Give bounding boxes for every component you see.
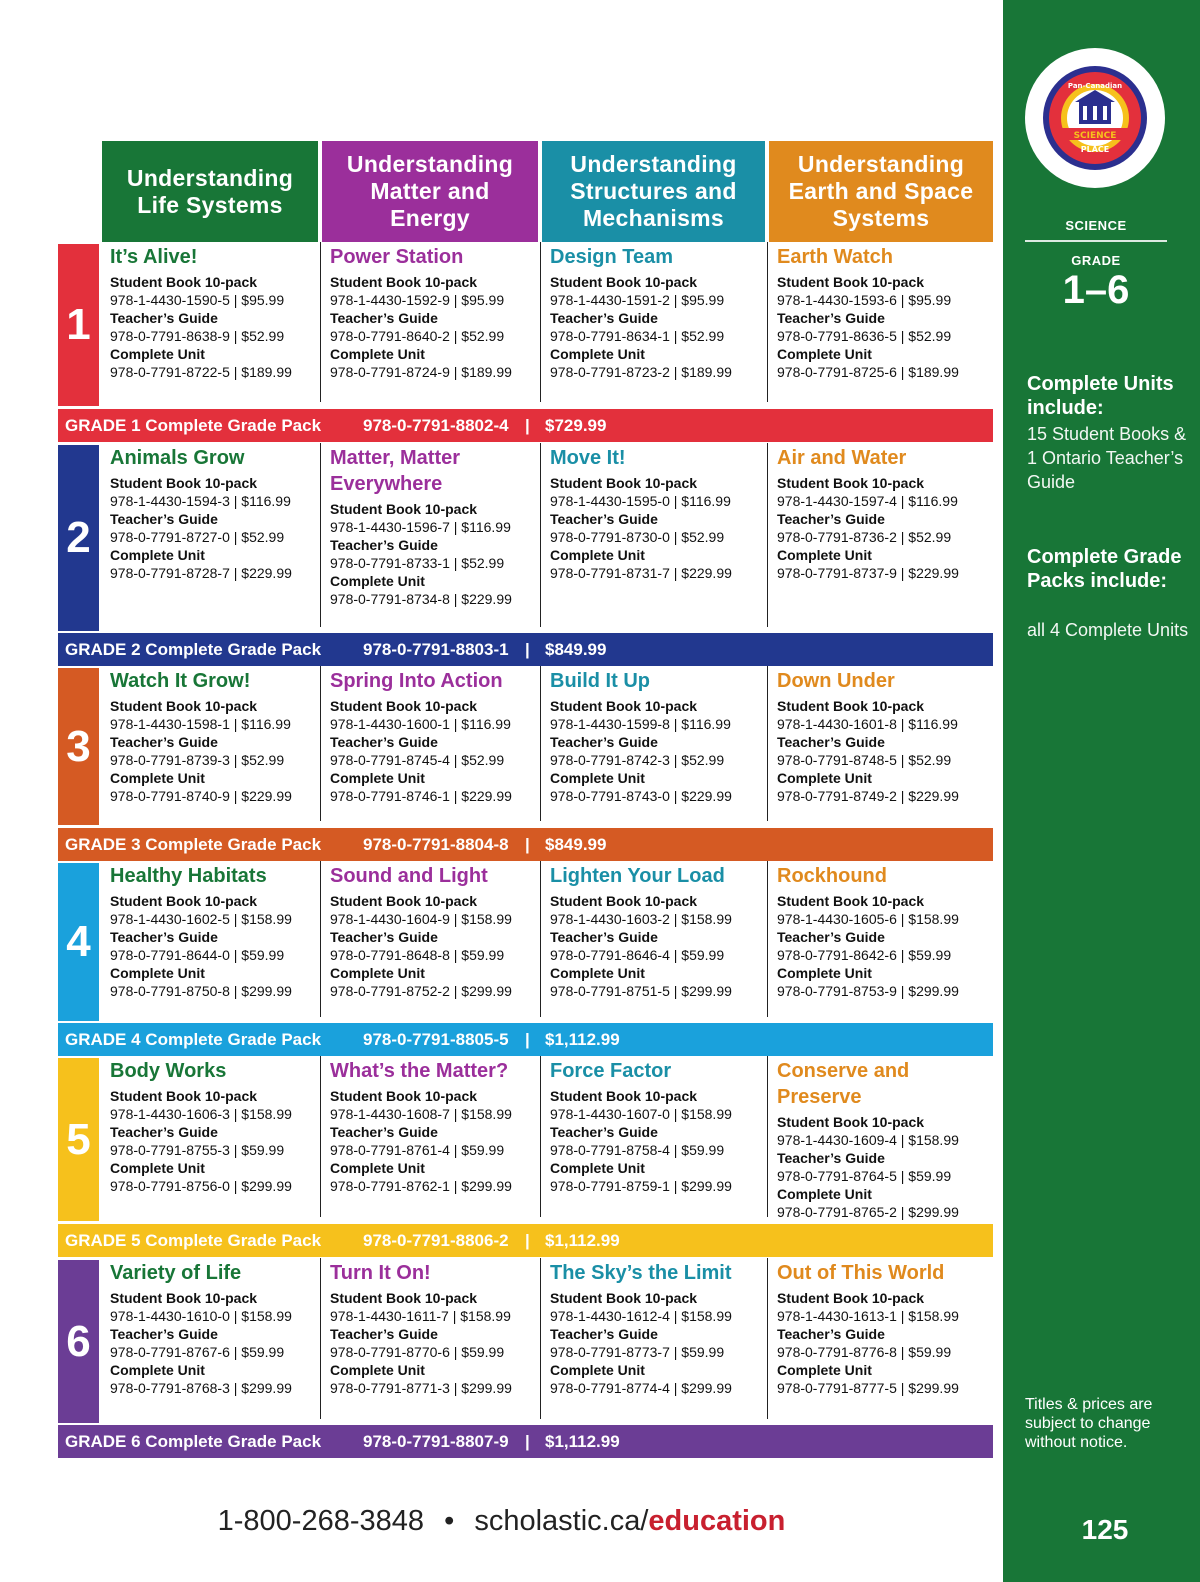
teacher-guide-isbn-price: 978-0-7791-8761-4 | $59.99: [330, 1142, 505, 1158]
column-divider: [320, 1258, 321, 1419]
pack-price: $849.99: [545, 640, 607, 659]
unit-title: Variety of Life: [110, 1262, 242, 1284]
unit-title: Air and Water: [777, 447, 907, 469]
grade-label: GRADE: [1071, 253, 1121, 268]
complete-unit-label: Complete Unit: [550, 770, 645, 786]
teacher-guide-label: Teacher’s Guide: [777, 1150, 885, 1166]
teacher-guide-isbn-price: 978-0-7791-8636-5 | $52.99: [777, 328, 952, 344]
column-divider: [320, 443, 321, 627]
teacher-guide-label: Teacher’s Guide: [110, 310, 218, 326]
logo-top-text: Pan-Canadian: [1067, 82, 1123, 90]
student-book-isbn-price: 978-1-4430-1607-0 | $158.99: [550, 1106, 732, 1122]
complete-unit-label: Complete Unit: [777, 1362, 872, 1378]
complete-unit-isbn-price: 978-0-7791-8724-9 | $189.99: [330, 364, 512, 380]
teacher-guide-isbn-price: 978-0-7791-8755-3 | $59.99: [110, 1142, 285, 1158]
student-book-label: Student Book 10-pack: [330, 501, 478, 517]
complete-unit-label: Complete Unit: [777, 965, 872, 981]
pack-price: $1,112.99: [545, 1432, 620, 1451]
footer-separator: •: [444, 1505, 455, 1537]
page-number: 125: [1081, 1514, 1129, 1545]
teacher-guide-isbn-price: 978-0-7791-8736-2 | $52.99: [777, 529, 952, 545]
pack-isbn: 978-0-7791-8803-1: [363, 640, 509, 659]
student-book-label: Student Book 10-pack: [777, 1114, 925, 1130]
student-book-label: Student Book 10-pack: [110, 893, 258, 909]
column-divider: [320, 1056, 321, 1217]
unit-cell: [102, 244, 318, 381]
logo-bottom-text: PLACE: [1080, 145, 1110, 154]
footer-site-emphasis[interactable]: education: [648, 1505, 786, 1537]
unit-cell: [769, 668, 993, 805]
unit-title: Watch It Grow!: [110, 670, 251, 692]
complete-unit-isbn-price: 978-0-7791-8737-9 | $229.99: [777, 565, 959, 581]
pack-isbn: 978-0-7791-8804-8: [363, 835, 509, 854]
complete-unit-isbn-price: 978-0-7791-8728-7 | $229.99: [110, 565, 292, 581]
complete-unit-label: Complete Unit: [550, 547, 645, 563]
teacher-guide-label: Teacher’s Guide: [330, 310, 438, 326]
column-divider: [767, 1258, 768, 1419]
column-divider: [320, 242, 321, 402]
teacher-guide-label: Teacher’s Guide: [110, 1124, 218, 1140]
unit-cell: [769, 1260, 993, 1397]
unit-title: Force Factor: [550, 1060, 672, 1082]
pack-separator: |: [525, 1231, 530, 1250]
unit-title: Turn It On!: [330, 1262, 431, 1284]
complete-unit-isbn-price: 978-0-7791-8749-2 | $229.99: [777, 788, 959, 804]
student-book-isbn-price: 978-1-4430-1597-4 | $116.99: [777, 493, 958, 509]
student-book-label: Student Book 10-pack: [330, 1290, 478, 1306]
student-book-label: Student Book 10-pack: [550, 274, 698, 290]
student-book-label: Student Book 10-pack: [777, 893, 925, 909]
unit-cell: [322, 1260, 538, 1397]
unit-title: Spring Into Action: [330, 670, 503, 692]
student-book-isbn-price: 978-1-4430-1610-0 | $158.99: [110, 1308, 292, 1324]
teacher-guide-isbn-price: 978-0-7791-8646-4 | $59.99: [550, 947, 725, 963]
pack-separator: |: [525, 640, 530, 659]
pack-separator: |: [525, 1432, 530, 1451]
pack-isbn: 978-0-7791-8806-2: [363, 1231, 509, 1250]
pack-price: $729.99: [545, 416, 607, 435]
pack-separator: |: [525, 416, 530, 435]
teacher-guide-label: Teacher’s Guide: [550, 310, 658, 326]
complete-unit-isbn-price: 978-0-7791-8746-1 | $229.99: [330, 788, 512, 804]
unit-title: Out of This World: [777, 1262, 945, 1284]
complete-unit-label: Complete Unit: [330, 1362, 425, 1378]
teacher-guide-isbn-price: 978-0-7791-8776-8 | $59.99: [777, 1344, 952, 1360]
student-book-isbn-price: 978-1-4430-1603-2 | $158.99: [550, 911, 732, 927]
complete-unit-label: Complete Unit: [330, 770, 425, 786]
complete-unit-label: Complete Unit: [110, 1362, 205, 1378]
column-header-earth-space: Understanding Earth and Space Systems: [769, 141, 993, 242]
complete-unit-label: Complete Unit: [110, 770, 205, 786]
unit-title: What’s the Matter?: [330, 1060, 509, 1082]
complete-unit-isbn-price: 978-0-7791-8725-6 | $189.99: [777, 364, 959, 380]
complete-unit-label: Complete Unit: [110, 965, 205, 981]
complete-unit-isbn-price: 978-0-7791-8774-4 | $299.99: [550, 1380, 732, 1396]
unit-cell: [542, 863, 765, 1000]
unit-title: Lighten Your Load: [550, 865, 725, 887]
unit-title: The Sky’s the Limit: [550, 1262, 732, 1284]
teacher-guide-isbn-price: 978-0-7791-8773-7 | $59.99: [550, 1344, 725, 1360]
column-header-life-systems: Understanding Life Systems: [102, 141, 318, 242]
unit-title: Down Under: [777, 670, 895, 692]
student-book-isbn-price: 978-1-4430-1600-1 | $116.99: [330, 716, 511, 732]
student-book-label: Student Book 10-pack: [110, 475, 258, 491]
pack-isbn: 978-0-7791-8802-4: [363, 416, 509, 435]
grade-number-4: 4: [58, 863, 99, 1021]
complete-unit-label: Complete Unit: [550, 1160, 645, 1176]
unit-cell: [769, 1058, 993, 1221]
grade-number-5: 5: [58, 1058, 99, 1221]
student-book-isbn-price: 978-1-4430-1612-4 | $158.99: [550, 1308, 732, 1324]
column-divider: [540, 1258, 541, 1419]
teacher-guide-label: Teacher’s Guide: [550, 929, 658, 945]
unit-cell: [322, 244, 538, 381]
teacher-guide-label: Teacher’s Guide: [330, 734, 438, 750]
unit-cell: [322, 668, 538, 805]
teacher-guide-label: Teacher’s Guide: [777, 734, 885, 750]
complete-unit-label: Complete Unit: [777, 770, 872, 786]
grade-pack-bar-2: [58, 633, 993, 666]
complete-unit-isbn-price: 978-0-7791-8751-5 | $299.99: [550, 983, 732, 999]
teacher-guide-isbn-price: 978-0-7791-8634-1 | $52.99: [550, 328, 725, 344]
disclaimer: Titles & prices are subject to change without notice.: [1025, 1396, 1153, 1451]
student-book-label: Student Book 10-pack: [110, 698, 258, 714]
complete-unit-isbn-price: 978-0-7791-8734-8 | $229.99: [330, 591, 512, 607]
teacher-guide-isbn-price: 978-0-7791-8648-8 | $59.99: [330, 947, 505, 963]
teacher-guide-isbn-price: 978-0-7791-8644-0 | $59.99: [110, 947, 285, 963]
sidebar: [1003, 0, 1200, 1582]
student-book-isbn-price: 978-1-4430-1599-8 | $116.99: [550, 716, 731, 732]
unit-cell: [322, 863, 538, 1000]
complete-unit-isbn-price: 978-0-7791-8756-0 | $299.99: [110, 1178, 292, 1194]
unit-cell: [102, 1058, 318, 1195]
student-book-isbn-price: 978-1-4430-1601-8 | $116.99: [777, 716, 958, 732]
teacher-guide-isbn-price: 978-0-7791-8739-3 | $52.99: [110, 752, 285, 768]
unit-cell: [542, 668, 765, 805]
student-book-isbn-price: 978-1-4430-1613-1 | $158.99: [777, 1308, 959, 1324]
complete-unit-label: Complete Unit: [330, 573, 425, 589]
unit-title: Sound and Light: [330, 865, 488, 887]
column-divider: [540, 242, 541, 402]
pack-separator: |: [525, 835, 530, 854]
pack-price: $1,112.99: [545, 1030, 620, 1049]
student-book-isbn-price: 978-1-4430-1606-3 | $158.99: [110, 1106, 292, 1122]
student-book-isbn-price: 978-1-4430-1596-7 | $116.99: [330, 519, 511, 535]
teacher-guide-isbn-price: 978-0-7791-8727-0 | $52.99: [110, 529, 285, 545]
complete-unit-label: Complete Unit: [550, 965, 645, 981]
complete-unit-label: Complete Unit: [550, 346, 645, 362]
student-book-isbn-price: 978-1-4430-1609-4 | $158.99: [777, 1132, 959, 1148]
sidebar-divider: [1025, 240, 1167, 242]
teacher-guide-label: Teacher’s Guide: [110, 1326, 218, 1342]
complete-unit-label: Complete Unit: [777, 346, 872, 362]
teacher-guide-label: Teacher’s Guide: [777, 511, 885, 527]
pack-label: GRADE 5 Complete Grade Pack: [65, 1231, 322, 1250]
column-divider: [540, 666, 541, 821]
unit-cell: [769, 445, 993, 582]
column-divider: [540, 861, 541, 1017]
subject-label: SCIENCE: [1065, 218, 1127, 233]
teacher-guide-isbn-price: 978-0-7791-8733-1 | $52.99: [330, 555, 505, 571]
teacher-guide-label: Teacher’s Guide: [330, 537, 438, 553]
unit-cell: [102, 668, 318, 805]
complete-unit-label: Complete Unit: [330, 1160, 425, 1176]
complete-unit-isbn-price: 978-0-7791-8765-2 | $299.99: [777, 1204, 959, 1220]
student-book-isbn-price: 978-1-4430-1591-2 | $95.99: [550, 292, 725, 308]
complete-unit-label: Complete Unit: [110, 346, 205, 362]
pack-price: $1,112.99: [545, 1231, 620, 1250]
pack-price: $849.99: [545, 835, 607, 854]
complete-unit-isbn-price: 978-0-7791-8743-0 | $229.99: [550, 788, 732, 804]
student-book-label: Student Book 10-pack: [110, 1088, 258, 1104]
teacher-guide-label: Teacher’s Guide: [330, 1124, 438, 1140]
unit-title: Animals Grow: [110, 447, 245, 469]
teacher-guide-isbn-price: 978-0-7791-8758-4 | $59.99: [550, 1142, 725, 1158]
unit-cell: [542, 445, 765, 582]
teacher-guide-label: Teacher’s Guide: [110, 511, 218, 527]
complete-unit-isbn-price: 978-0-7791-8777-5 | $299.99: [777, 1380, 959, 1396]
student-book-label: Student Book 10-pack: [777, 1290, 925, 1306]
teacher-guide-label: Teacher’s Guide: [777, 1326, 885, 1342]
student-book-isbn-price: 978-1-4430-1604-9 | $158.99: [330, 911, 512, 927]
pack-isbn: 978-0-7791-8807-9: [363, 1432, 509, 1451]
unit-cell: [322, 1058, 538, 1195]
student-book-label: Student Book 10-pack: [110, 274, 258, 290]
column-divider: [767, 666, 768, 821]
grade-number-2: 2: [58, 445, 99, 631]
student-book-isbn-price: 978-1-4430-1602-5 | $158.99: [110, 911, 292, 927]
footer-site[interactable]: scholastic.ca/: [474, 1505, 649, 1537]
complete-unit-label: Complete Unit: [330, 965, 425, 981]
column-divider: [540, 443, 541, 627]
complete-unit-isbn-price: 978-0-7791-8771-3 | $299.99: [330, 1380, 512, 1396]
grade-number-3: 3: [58, 668, 99, 825]
unit-cell: [542, 1260, 765, 1397]
unit-title: Earth Watch: [777, 246, 893, 268]
complete-unit-isbn-price: 978-0-7791-8722-5 | $189.99: [110, 364, 292, 380]
student-book-label: Student Book 10-pack: [777, 274, 925, 290]
complete-unit-isbn-price: 978-0-7791-8740-9 | $229.99: [110, 788, 292, 804]
packs-text: all 4 Complete Units: [1027, 620, 1189, 640]
student-book-isbn-price: 978-1-4430-1605-6 | $158.99: [777, 911, 959, 927]
teacher-guide-isbn-price: 978-0-7791-8730-0 | $52.99: [550, 529, 725, 545]
column-divider: [767, 1056, 768, 1217]
student-book-label: Student Book 10-pack: [330, 893, 478, 909]
grade-pack-bar-5: [58, 1224, 993, 1257]
student-book-isbn-price: 978-1-4430-1594-3 | $116.99: [110, 493, 291, 509]
column-divider: [767, 861, 768, 1017]
unit-cell: [542, 1058, 765, 1195]
complete-unit-isbn-price: 978-0-7791-8753-9 | $299.99: [777, 983, 959, 999]
unit-title: Healthy Habitats: [110, 865, 267, 887]
logo-band-text: SCIENCE: [1073, 131, 1117, 141]
student-book-label: Student Book 10-pack: [550, 475, 698, 491]
student-book-label: Student Book 10-pack: [330, 698, 478, 714]
complete-unit-isbn-price: 978-0-7791-8768-3 | $299.99: [110, 1380, 292, 1396]
teacher-guide-isbn-price: 978-0-7791-8745-4 | $52.99: [330, 752, 505, 768]
student-book-isbn-price: 978-1-4430-1593-6 | $95.99: [777, 292, 952, 308]
units-heading: Complete Units include:: [1027, 373, 1174, 419]
column-divider: [767, 443, 768, 627]
teacher-guide-label: Teacher’s Guide: [550, 1326, 658, 1342]
pack-isbn: 978-0-7791-8805-5: [363, 1030, 509, 1049]
unit-title: Body Works: [110, 1060, 227, 1082]
student-book-label: Student Book 10-pack: [330, 274, 478, 290]
grade-pack-bar-3: [58, 828, 993, 861]
student-book-isbn-price: 978-1-4430-1608-7 | $158.99: [330, 1106, 512, 1122]
grade-number-1: 1: [58, 244, 99, 406]
footer-phone: 1-800-268-3848: [217, 1505, 425, 1537]
teacher-guide-label: Teacher’s Guide: [777, 310, 885, 326]
unit-cell: [322, 445, 538, 608]
complete-unit-isbn-price: 978-0-7791-8752-2 | $299.99: [330, 983, 512, 999]
student-book-label: Student Book 10-pack: [777, 475, 925, 491]
student-book-label: Student Book 10-pack: [330, 1088, 478, 1104]
unit-cell: [102, 1260, 318, 1397]
grade-pack-bar-6: [58, 1425, 993, 1458]
teacher-guide-label: Teacher’s Guide: [550, 734, 658, 750]
footer: [0, 1505, 1003, 1538]
teacher-guide-label: Teacher’s Guide: [330, 1326, 438, 1342]
complete-unit-label: Complete Unit: [330, 346, 425, 362]
teacher-guide-isbn-price: 978-0-7791-8748-5 | $52.99: [777, 752, 952, 768]
teacher-guide-isbn-price: 978-0-7791-8642-6 | $59.99: [777, 947, 952, 963]
unit-title: Rockhound: [777, 865, 887, 887]
unit-title: It’s Alive!: [110, 246, 198, 268]
student-book-isbn-price: 978-1-4430-1611-7 | $158.99: [330, 1308, 511, 1324]
student-book-label: Student Book 10-pack: [550, 893, 698, 909]
unit-cell: [102, 863, 318, 1000]
complete-unit-isbn-price: 978-0-7791-8759-1 | $299.99: [550, 1178, 732, 1194]
complete-unit-label: Complete Unit: [777, 1186, 872, 1202]
grade-pack-bar-1: [58, 409, 993, 442]
student-book-label: Student Book 10-pack: [550, 1088, 698, 1104]
teacher-guide-label: Teacher’s Guide: [550, 511, 658, 527]
column-divider: [320, 861, 321, 1017]
complete-unit-isbn-price: 978-0-7791-8723-2 | $189.99: [550, 364, 732, 380]
pack-label: GRADE 6 Complete Grade Pack: [65, 1432, 322, 1451]
pack-label: GRADE 4 Complete Grade Pack: [65, 1030, 322, 1049]
column-divider: [767, 242, 768, 402]
teacher-guide-label: Teacher’s Guide: [330, 929, 438, 945]
complete-unit-isbn-price: 978-0-7791-8750-8 | $299.99: [110, 983, 292, 999]
unit-cell: [102, 445, 318, 582]
units-text: 15 Student Books & 1 Ontario Teacher’s Guide: [1027, 424, 1187, 492]
unit-title: Build It Up: [550, 670, 650, 692]
logo-badge-icon: [1025, 48, 1165, 188]
grade-range: 1–6: [1062, 268, 1130, 312]
teacher-guide-isbn-price: 978-0-7791-8638-9 | $52.99: [110, 328, 285, 344]
student-book-isbn-price: 978-1-4430-1590-5 | $95.99: [110, 292, 285, 308]
column-divider: [320, 666, 321, 821]
student-book-label: Student Book 10-pack: [550, 1290, 698, 1306]
teacher-guide-isbn-price: 978-0-7791-8764-5 | $59.99: [777, 1168, 952, 1184]
science-place-logo: [1025, 48, 1165, 188]
student-book-label: Student Book 10-pack: [110, 1290, 258, 1306]
complete-unit-label: Complete Unit: [110, 547, 205, 563]
pack-separator: |: [525, 1030, 530, 1049]
student-book-isbn-price: 978-1-4430-1598-1 | $116.99: [110, 716, 291, 732]
column-header-matter-energy: Understanding Matter and Energy: [322, 141, 538, 242]
student-book-isbn-price: 978-1-4430-1595-0 | $116.99: [550, 493, 731, 509]
complete-unit-label: Complete Unit: [777, 547, 872, 563]
unit-cell: [769, 863, 993, 1000]
complete-unit-label: Complete Unit: [110, 1160, 205, 1176]
unit-title: Design Team: [550, 246, 673, 268]
student-book-label: Student Book 10-pack: [777, 698, 925, 714]
teacher-guide-label: Teacher’s Guide: [110, 929, 218, 945]
unit-cell: [542, 244, 765, 381]
pack-label: GRADE 2 Complete Grade Pack: [65, 640, 322, 659]
pack-label: GRADE 3 Complete Grade Pack: [65, 835, 322, 854]
column-header-structures-mechanisms: Understanding Structures and Mechanisms: [542, 141, 765, 242]
teacher-guide-isbn-price: 978-0-7791-8767-6 | $59.99: [110, 1344, 285, 1360]
teacher-guide-label: Teacher’s Guide: [777, 929, 885, 945]
teacher-guide-label: Teacher’s Guide: [110, 734, 218, 750]
student-book-isbn-price: 978-1-4430-1592-9 | $95.99: [330, 292, 505, 308]
unit-title: Power Station: [330, 246, 464, 268]
unit-title: Move It!: [550, 447, 626, 469]
complete-unit-isbn-price: 978-0-7791-8762-1 | $299.99: [330, 1178, 512, 1194]
unit-cell: [769, 244, 993, 381]
teacher-guide-isbn-price: 978-0-7791-8742-3 | $52.99: [550, 752, 725, 768]
complete-unit-label: Complete Unit: [550, 1362, 645, 1378]
teacher-guide-label: Teacher’s Guide: [550, 1124, 658, 1140]
student-book-label: Student Book 10-pack: [550, 698, 698, 714]
column-divider: [540, 1056, 541, 1217]
grade-number-6: 6: [58, 1260, 99, 1423]
teacher-guide-isbn-price: 978-0-7791-8770-6 | $59.99: [330, 1344, 505, 1360]
grade-pack-bar-4: [58, 1023, 993, 1056]
pack-label: GRADE 1 Complete Grade Pack: [65, 416, 322, 435]
complete-unit-isbn-price: 978-0-7791-8731-7 | $229.99: [550, 565, 732, 581]
unit-title: Conserve and Preserve: [777, 1060, 910, 1108]
packs-heading: Complete Grade Packs include:: [1027, 546, 1182, 592]
teacher-guide-isbn-price: 978-0-7791-8640-2 | $52.99: [330, 328, 505, 344]
unit-title: Matter, Matter Everywhere: [330, 447, 461, 495]
